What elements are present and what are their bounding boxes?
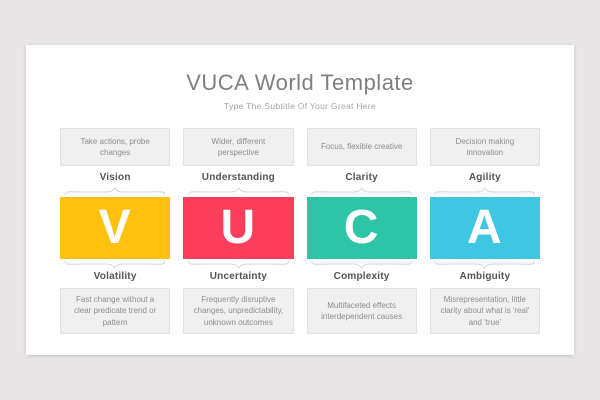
- bottom-text-box: Fast change without a clear predicate trend or pattern: [60, 288, 170, 334]
- bottom-label: Uncertainty: [209, 271, 267, 282]
- letter-box: [60, 197, 170, 259]
- top-label: Agility: [468, 172, 501, 183]
- underbrace-icon: [434, 261, 535, 269]
- column-clarity-complexity: [307, 128, 417, 334]
- overbrace-icon: [434, 187, 535, 195]
- overbrace-icon: [188, 187, 289, 195]
- top-text-box: Focus, flexible creative: [307, 128, 417, 166]
- letter: U: [220, 201, 257, 254]
- column-agility-ambiguity: [430, 128, 540, 334]
- underbrace-icon: [64, 261, 165, 269]
- top-text-box: Decision making innovation: [430, 128, 540, 166]
- slide-header: [26, 45, 574, 111]
- underbrace-icon: [188, 261, 289, 269]
- slide-canvas: [26, 45, 574, 355]
- letter: A: [467, 201, 503, 254]
- column-understanding-uncertainty: [183, 128, 293, 334]
- letter-box: [307, 197, 417, 259]
- top-text-box: Wider, different perspective: [183, 128, 293, 166]
- letter: V: [98, 201, 132, 254]
- letter-box: [430, 197, 540, 259]
- bottom-text-box: Multifaceted effects interdependent causes: [307, 288, 417, 334]
- bottom-text-box: Misrepresentation, little clarity about what is 'real' and 'true': [430, 288, 540, 334]
- letter: C: [343, 201, 380, 254]
- bottom-label: Ambiguity: [459, 271, 511, 282]
- bottom-label: Complexity: [333, 271, 390, 282]
- top-label: Vision: [99, 172, 131, 183]
- bottom-text-box: Frequently disruptive changes, unpredictability, unknown outcomes: [183, 288, 293, 334]
- column-vision-volatility: [60, 128, 170, 334]
- letter-box: [183, 197, 293, 259]
- underbrace-icon: [311, 261, 412, 269]
- overbrace-icon: [64, 187, 165, 195]
- top-text-box: Take actions, probe changes: [60, 128, 170, 166]
- top-label: Clarity: [345, 172, 378, 183]
- slide-subtitle: Type The Subtitle Of Your Great Here: [224, 101, 376, 111]
- overbrace-icon: [311, 187, 412, 195]
- slide-title: VUCA World Template: [186, 70, 414, 95]
- top-label: Understanding: [201, 172, 275, 183]
- bottom-label: Volatility: [93, 271, 137, 282]
- vuca-grid: [26, 128, 574, 334]
